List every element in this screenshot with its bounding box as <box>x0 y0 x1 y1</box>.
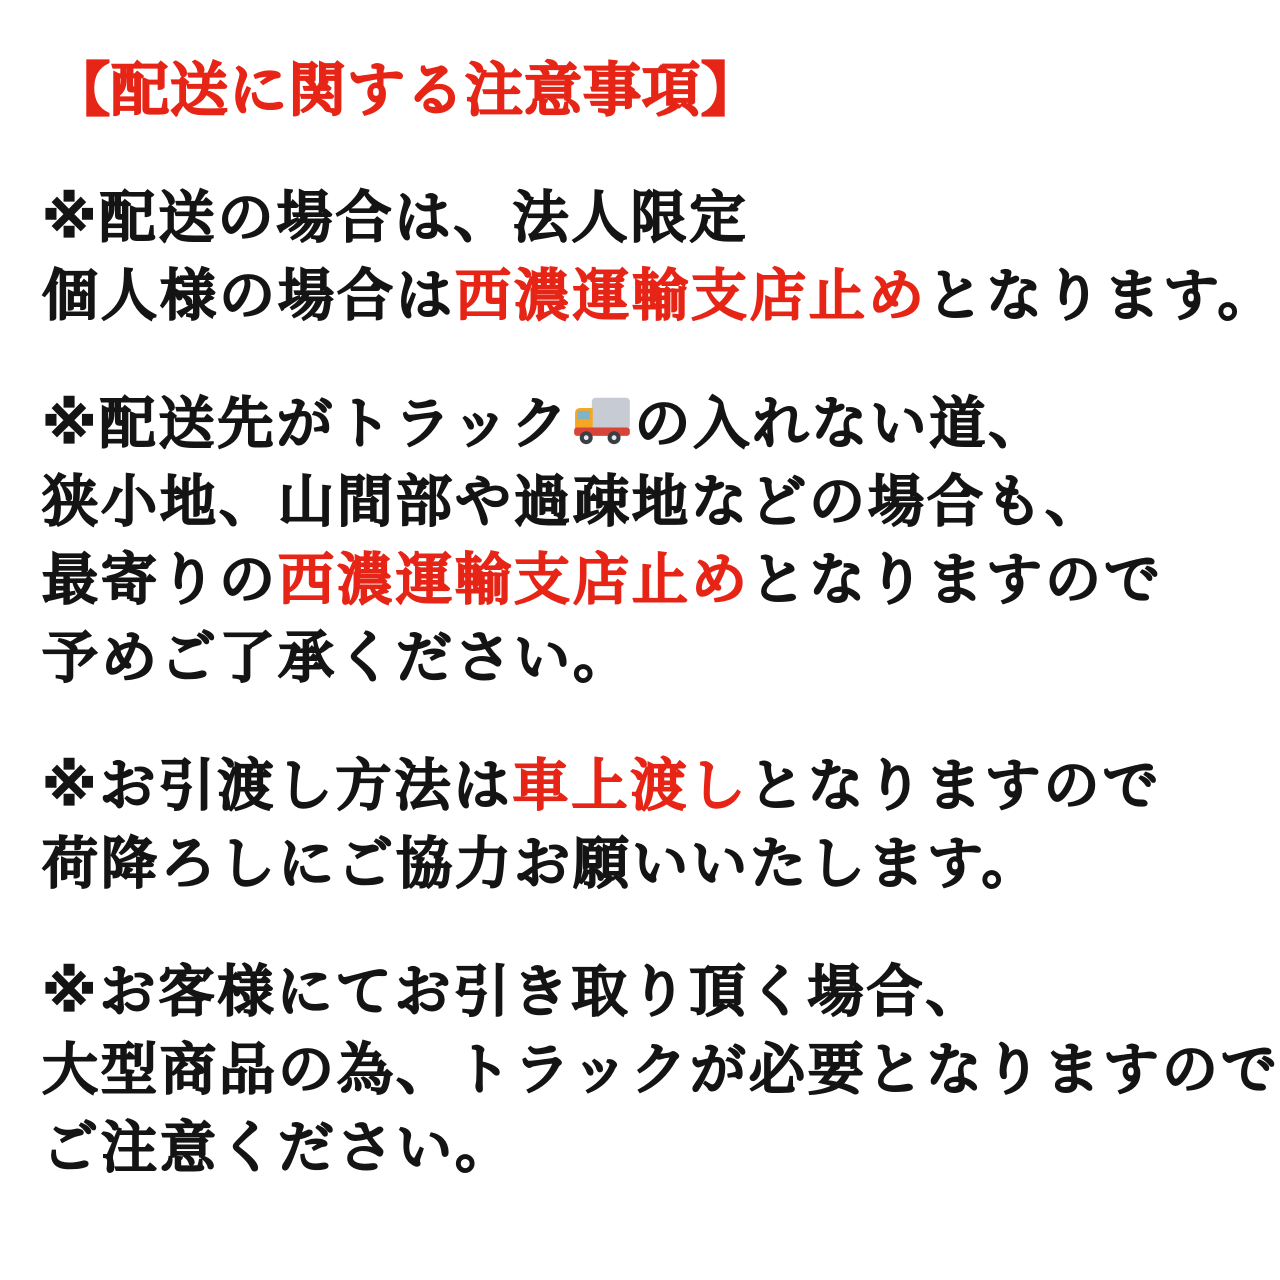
notice-line <box>42 180 1244 258</box>
text-segment: 最寄りの <box>42 548 278 613</box>
notice-line <box>42 542 1244 620</box>
notice-line <box>42 1032 1280 1110</box>
notice-line <box>42 620 1244 698</box>
text-segment: の入れない道、 <box>634 392 1048 457</box>
text-segment: ご注意ください。 <box>42 1116 514 1181</box>
notice-title: 【配送に関する注意事項】 <box>52 56 761 124</box>
text-segment: となります。 <box>927 264 1277 329</box>
highlighted-text-segment: 西濃運輸支店止め <box>455 264 927 329</box>
text-segment: ※お引渡し方法は <box>42 754 513 819</box>
text-segment: となりますので <box>748 754 1162 819</box>
text-segment: 個人様の場合は <box>42 264 455 329</box>
text-segment: ※お客様にてお引き取り頂く場合、 <box>42 960 985 1025</box>
paragraph-handover-method <box>42 748 1244 904</box>
delivery-truck-icon <box>572 390 632 442</box>
notice-line <box>42 258 1277 336</box>
paragraph-delivery-corporate-only <box>42 180 1277 336</box>
text-segment: 狭小地、山間部や過疎地などの場合も、 <box>42 470 1104 535</box>
notice-line <box>42 826 1244 904</box>
text-segment: 大型商品の為、トラックが必要となりますので <box>42 1038 1280 1103</box>
highlighted-text-segment: 西濃運輸支店止め <box>278 548 750 613</box>
highlighted-text-segment: 車上渡し <box>512 754 749 819</box>
notice-line <box>42 748 1244 826</box>
notice-line <box>42 464 1244 542</box>
text-segment: となりますので <box>750 548 1163 613</box>
paragraph-customer-pickup <box>42 954 1280 1188</box>
text-segment: ※配送の場合は、法人限定 <box>42 186 749 251</box>
notice-line <box>42 1110 1244 1188</box>
notice-line <box>42 386 1244 464</box>
paragraph-inaccessible-roads <box>42 386 1244 698</box>
text-segment: 荷降ろしにご協力お願いいたします。 <box>42 832 1041 897</box>
text-segment: 予めご了承ください。 <box>42 626 632 691</box>
text-segment: ※配送先がトラック <box>42 392 571 457</box>
notice-line <box>42 954 1244 1032</box>
